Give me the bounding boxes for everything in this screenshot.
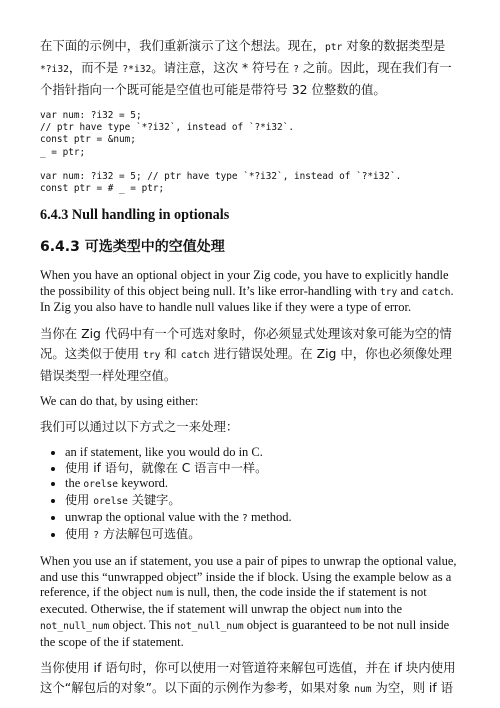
inline-code: catch	[180, 349, 210, 361]
text-run: 之前。因此，现在我们有一个指针指向一个既可能是空值也可能是带符号 32 位整数的值。	[40, 60, 452, 97]
inline-code: try	[379, 286, 398, 298]
paragraph-if-statement-en	[40, 554, 460, 650]
list-item	[65, 492, 460, 510]
list-item	[65, 460, 460, 476]
options-list	[40, 445, 460, 544]
inline-code: catch	[421, 286, 451, 298]
inline-code: ?	[242, 513, 248, 525]
text-run: keyword.	[118, 476, 169, 491]
text-run: 使用	[65, 527, 94, 542]
inline-code: orelse	[93, 496, 128, 508]
inline-code: ptr	[324, 42, 343, 53]
text-run: 为空，则 if 语	[371, 680, 454, 696]
text-run: object. This	[109, 618, 175, 633]
text-run: ，而不是	[68, 60, 123, 75]
code-block-1: var num: ?i32 = 5; // ptr have type `*?i32`, instead of `?*i32`. const ptr = &num; _ = ptr;	[40, 110, 294, 158]
paragraph-options-en: We can do that, by using either:	[40, 393, 199, 408]
text-run: 对象的数据类型是	[342, 38, 446, 53]
section-heading-zh: 6.4.3 可选类型中的空值处理	[40, 239, 225, 256]
section-heading-en: 6.4.3 Null handling in optionals	[40, 207, 230, 224]
inline-code: ?	[293, 64, 299, 75]
text-run: 使用 if 语句，就像在 C 语言中一样。	[65, 461, 268, 476]
text-run: 。请注意，这次 * 符号在	[151, 60, 294, 75]
text-run: . In Zig you also have to handle null values like if they were a type of error.	[40, 283, 454, 315]
paragraph-options-zh: 我们可以通过以下方式之一来处理：	[40, 419, 239, 435]
paragraph-null-handling-en	[40, 268, 460, 316]
text-run: 关键字。	[127, 493, 181, 508]
text-run: is null, then, the code inside the if statement is not executed. Otherwise, the if statement will unwrap the object	[40, 585, 427, 616]
text-run: method.	[247, 510, 292, 525]
text-run: unwrap the optional value with the	[65, 510, 243, 525]
text-run: When you use an if statement, you use a pair of pipes to unwrap the optional value, and use this “unwrapped object” inside the if block. Using the example below as a reference, if the object	[40, 554, 457, 600]
inline-code: ?*i32	[122, 64, 152, 75]
text-run: object is guaranteed to be not null inside the scope of the if statement.	[40, 618, 450, 649]
inline-code: ?	[93, 530, 100, 542]
text-run: the	[65, 476, 84, 491]
text-run: 当你在 Zig 代码中有一个可选对象时，你必须显式处理该对象可能为空的情况。这类似于使用	[40, 325, 452, 361]
inline-code: num	[343, 604, 362, 616]
list-item	[65, 510, 460, 526]
text-run: When you have an optional object in your Zig code, you have to explicitly handle the possibility of this object being null. It’s like error-handling with	[40, 268, 449, 298]
paragraph-if-statement-zh	[40, 658, 460, 700]
list-item	[65, 476, 460, 492]
text-run: an if statement, like you would do in C.	[65, 445, 263, 460]
text-run: 方法解包可选值。	[99, 527, 201, 542]
code-block-2: var num: ?i32 = 5; // ptr have type `*?i32`, instead of `?*i32`. const ptr = # _ = ptr;	[40, 170, 402, 195]
text-run: 当你使用 if 语句时，你可以使用一对管道符来解包可选值，并在 if 块内使用这个“解包后的对象”。以下面的示例作为参考，如果对象	[40, 660, 456, 696]
text-run: and	[397, 283, 422, 298]
inline-code: num	[155, 588, 173, 600]
inline-code: num	[354, 684, 372, 696]
text-run: into the	[361, 601, 403, 616]
inline-code: not_null_num	[40, 621, 110, 633]
paragraph-pointer-zh	[40, 36, 460, 100]
inline-code: orelse	[83, 479, 119, 491]
paragraph-null-handling-zh	[40, 324, 460, 386]
inline-code: *?i32	[40, 64, 69, 75]
inline-code: try	[143, 349, 161, 361]
text-run: 使用	[65, 493, 94, 508]
list-item	[65, 526, 460, 544]
text-run: 和	[160, 345, 181, 361]
text-run: 进行错误处理。在 Zig 中，你也必须像处理错误类型一样处理空值。	[40, 345, 452, 383]
inline-code: not_null_num	[174, 621, 244, 633]
list-item	[65, 445, 460, 460]
text-run: 在下面的示例中，我们重新演示了这个想法。现在，	[40, 38, 325, 53]
